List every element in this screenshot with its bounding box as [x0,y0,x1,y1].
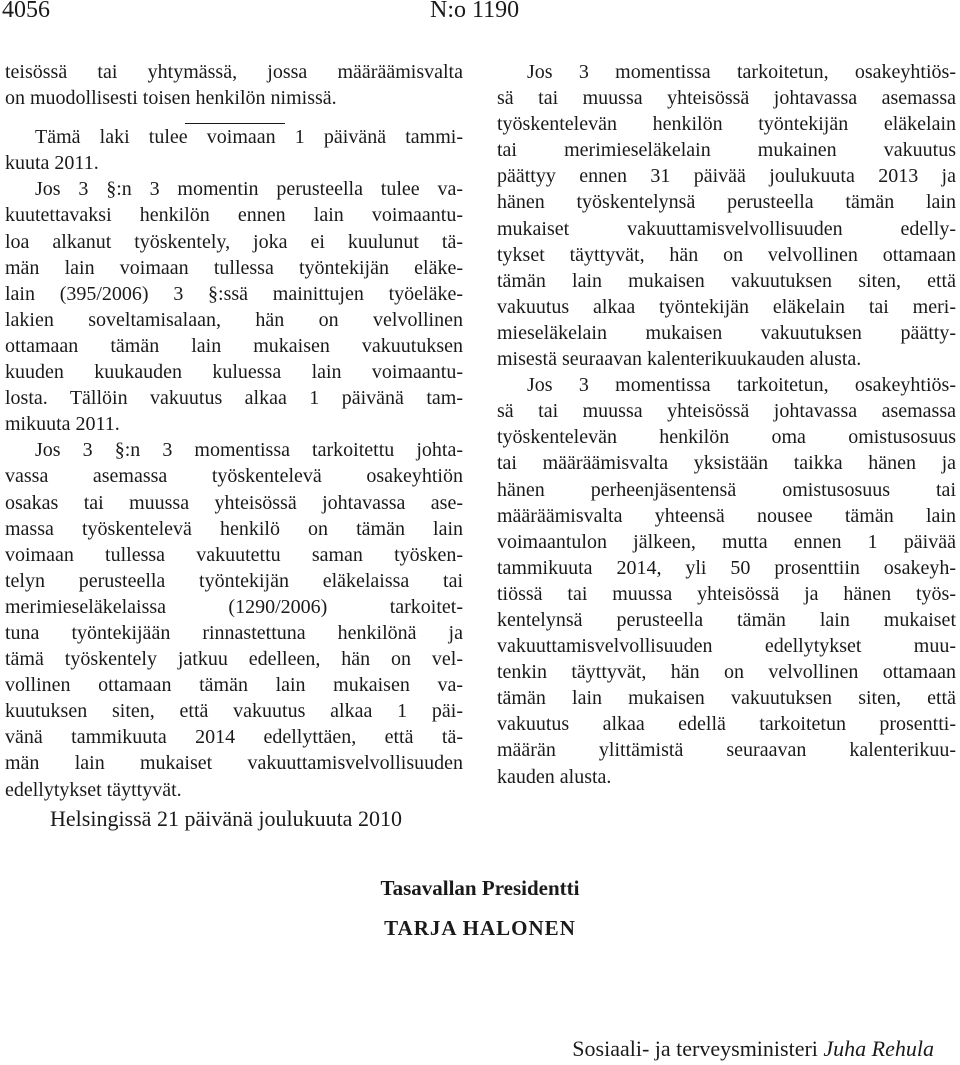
text-line: vollinen ottamaan tämän lain mukaisen va- [5,674,463,697]
text-line: vassa asemassa työskentelevä osakeyhtiön [5,465,463,488]
text-line: lain (395/2006) 3 §:ssä mainittujen työeläke- [5,282,463,305]
text-line: Jos 3 momentissa tarkoitetun, osakeyhtiös- [527,61,956,83]
text-line: tämän lain mukaisen vakuutuksen siten, että [497,687,956,710]
left-column [5,59,463,803]
text-line: päättyy ennen 31 päivää joulukuuta 2013 ja [497,165,956,188]
text-line: mukaiset vakuuttamisvelvollisuuden edelly- [497,217,956,240]
text-line: hänen työskentelynsä perusteella tämän lain [497,191,956,214]
text-line: kuuden kuukauden kuluessa lain voimaantu- [5,361,463,384]
issue-number: N:o 1190 [430,0,520,23]
text-line: kuuta 2011. [5,152,99,175]
text-line: tämän lain mukaisen vakuutuksen siten, että [497,269,956,292]
text-line: voimaan tullessa vakuutettu saman työsken- [5,543,463,566]
text-line: mieseläkelain mukaisen vakuutuksen päätty- [497,321,956,344]
text-line: osakas tai muussa yhteisössä johtavassa ase- [5,491,463,514]
text-line: män lain voimaan tullessa työntekijän eläke- [5,256,463,279]
text-line: määrän ylittämistä seuraavan kalenterikuu- [497,739,956,762]
text-line: losta. Tällöin vakuutus alkaa 1 päivänä tam- [5,387,463,410]
text-line: sä tai muussa yhteisössä johtavassa asemassa [497,87,956,110]
president-title: Tasavallan Presidentti [380,876,580,900]
text-line: män lain mukaiset vakuuttamisvelvollisuuden [5,752,463,775]
text-line: ottamaan tämän lain mukaisen vakuutuksen [5,334,463,357]
president-name: TARJA HALONEN [384,916,576,940]
left-column-text-top [5,59,463,111]
text-line: loa alkanut työskentely, joka ei kuulunut tä- [5,230,463,253]
text-line: kauden alusta. [497,765,612,788]
text-line: tämä työskentely jatkuu edelleen, hän on vel- [5,648,463,671]
text-line: misestä seuraavan kalenterikuukauden alusta. [497,348,862,371]
text-line: tai määräämisvalta yksistään taikka hänen ja [497,452,956,475]
text-line: vakuutus alkaa edellä tarkoitetun prosentti- [497,713,956,736]
text-line: teisössä tai yhtymässä, jossa määräämisvalta [5,61,463,83]
text-line: Jos 3 §:n 3 momentissa tarkoitettu johta- [35,439,463,462]
text-line: telyn perusteella työntekijän eläkelaissa tai [5,569,463,592]
text-line: vakuuttamisvelvollisuuden edellytykset muu- [497,635,956,658]
text-line: työskentelevän henkilön työntekijän eläkelain [497,113,956,136]
text-line: massa työskentelevä henkilö on tämän lain [5,517,463,540]
text-line: tiössä tai muussa yhteisössä ja hänen työs- [497,582,956,605]
text-line: tykset täyttyvät, hän on velvollinen ottamaan [497,243,956,266]
text-line: sä tai muussa yhteisössä johtavassa asemassa [497,400,956,423]
left-column-text [5,124,463,802]
text-line: Jos 3 §:n 3 momentin perusteella tulee va- [35,178,463,201]
text-line: kentelynsä perusteella tämän lain mukaiset [497,608,956,631]
right-column [497,59,956,790]
minister-title: Sosiaali- ja terveysministeri [572,1036,818,1061]
text-line: hänen perheenjäsentensä omistusosuus tai [497,478,956,501]
text-line: voimaantulon jälkeen, mutta ennen 1 päivää [497,530,956,553]
text-line: Tämä laki tulee voimaan 1 päivänä tammi- [35,126,463,149]
text-line: tai merimieseläkelain mukainen vakuutus [497,139,956,162]
text-line: vänä tammikuuta 2014 edellyttäen, että tä- [5,726,463,749]
text-line: tuna työntekijään rinnastettuna henkilönä ja [5,621,463,644]
text-line: on muodollisesti toisen henkilön nimissä. [5,87,337,110]
text-line: merimieseläkelaissa (1290/2006) tarkoitet- [5,595,463,618]
text-line: tenkin täyttyvät, hän on velvollinen ottamaan [497,661,956,684]
text-line: työskentelevän henkilön oma omistusosuus [497,426,956,449]
text-line: vakuutus alkaa työntekijän eläkelain tai meri- [497,295,956,318]
text-line: kuutuksen siten, että vakuutus alkaa 1 päi- [5,700,463,723]
right-column-text [497,59,956,790]
page-number: 4056 [2,0,50,23]
text-line: kuutettavaksi henkilön ennen lain voimaantu- [5,204,463,227]
text-line: lakien soveltamisalaan, hän on velvollinen [5,308,463,331]
text-line: tammikuuta 2014, yli 50 prosenttiin osakeyh- [497,556,956,579]
text-line: mikuuta 2011. [5,413,120,436]
text-line: edellytykset täyttyvät. [5,778,182,801]
minister-name: Juha Rehula [823,1036,934,1061]
place-date: Helsingissä 21 päivänä joulukuuta 2010 [50,806,402,831]
text-line: Jos 3 momentissa tarkoitetun, osakeyhtiös- [527,374,956,397]
text-line: määräämisvalta yhteensä nousee tämän lain [497,504,956,527]
minister-signature [572,1036,934,1062]
